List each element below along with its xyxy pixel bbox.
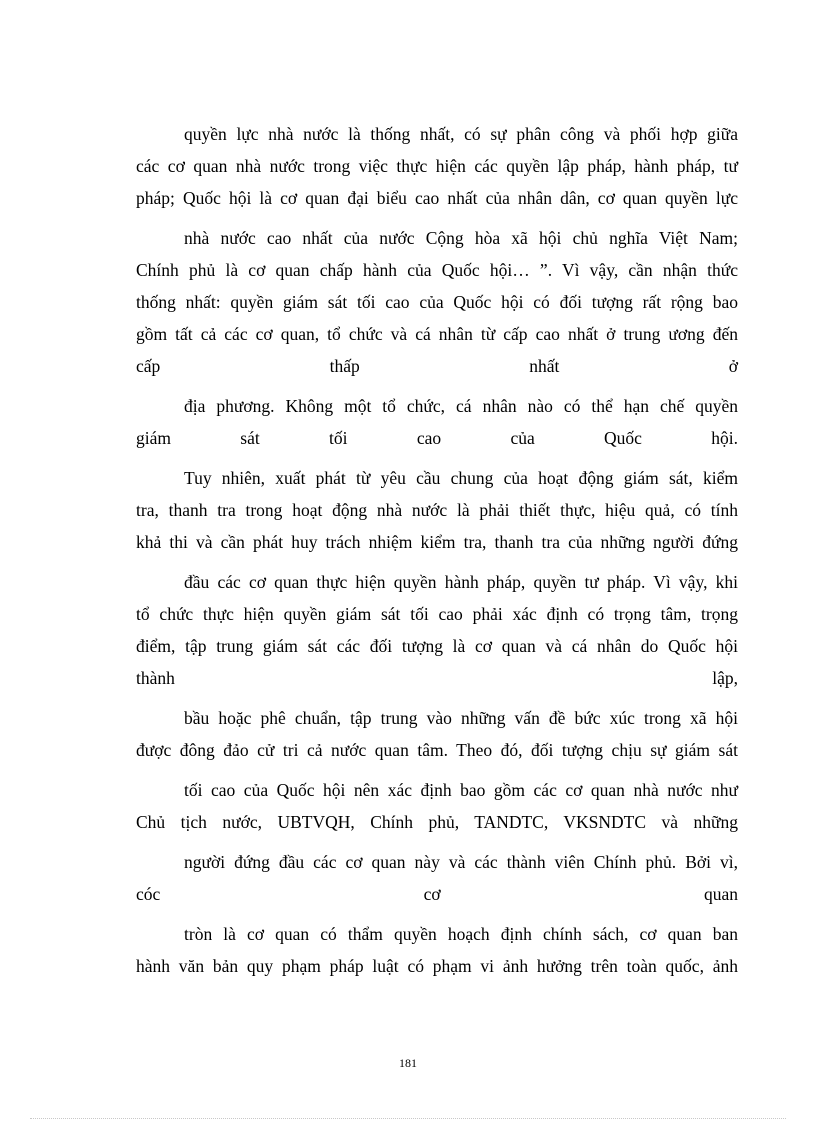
text-line: pháp; Quốc hội là cơ quan đại biểu cao nhất của nhân dân, cơ quan quyền lực bbox=[136, 188, 738, 208]
text-line: thống nhất: quyền giám sát tối cao của Quốc hội có đối tượng rất rộng bao bbox=[136, 292, 738, 312]
text-line: tròn là cơ quan có thẩm quyền hoạch định chính sách, cơ quan ban bbox=[184, 924, 738, 944]
text-line: địa phương. Không một tổ chức, cá nhân nào có thể hạn chế quyền bbox=[184, 396, 738, 416]
text-line: được đông đảo cử tri cả nước quan tâm. Theo đó, đối tượng chịu sự giám sát bbox=[136, 740, 738, 760]
text-line: điểm, tập trung giám sát các đối tượng là cơ quan và cá nhân do Quốc hội bbox=[136, 636, 738, 656]
text-line: cóc cơ quan bbox=[136, 884, 738, 904]
text-line: các cơ quan nhà nước trong việc thực hiện các quyền lập pháp, hành pháp, tư bbox=[136, 156, 738, 176]
text-line: giám sát tối cao của Quốc hội. bbox=[136, 428, 738, 448]
page-number: 181 bbox=[399, 1056, 417, 1070]
text-line: khả thi và cần phát huy trách nhiệm kiểm tra, thanh tra của những người đứng bbox=[136, 532, 738, 552]
text-line: Chính phủ là cơ quan chấp hành của Quốc hội… ”. Vì vậy, cần nhận thức bbox=[136, 260, 738, 280]
text-line: hành văn bản quy phạm pháp luật có phạm vi ảnh hưởng trên toàn quốc, ảnh bbox=[136, 956, 738, 976]
text-line: tổ chức thực hiện quyền giám sát tối cao phải xác định có trọng tâm, trọng bbox=[136, 604, 738, 624]
text-line: gồm tất cả các cơ quan, tổ chức và cá nhân từ cấp cao nhất ở trung ương đến bbox=[136, 324, 738, 344]
text-line: đầu các cơ quan thực hiện quyền hành pháp, quyền tư pháp. Vì vậy, khi bbox=[184, 572, 738, 592]
text-line: người đứng đầu các cơ quan này và các thành viên Chính phủ. Bởi vì, bbox=[184, 852, 738, 872]
text-line: thành lập, bbox=[136, 668, 738, 688]
text-line: quyền lực nhà nước là thống nhất, có sự phân công và phối hợp giữa bbox=[184, 124, 738, 144]
text-line: nhà nước cao nhất của nước Cộng hòa xã hội chủ nghĩa Việt Nam; bbox=[184, 228, 738, 248]
text-line: tra, thanh tra trong hoạt động nhà nước là phải thiết thực, hiệu quả, có tính bbox=[136, 500, 738, 520]
page-bottom-divider bbox=[30, 1118, 786, 1119]
text-line: cấp thấp nhất ở bbox=[136, 356, 738, 376]
document-body bbox=[136, 118, 738, 982]
text-line: Tuy nhiên, xuất phát từ yêu cầu chung của hoạt động giám sát, kiểm bbox=[184, 468, 738, 488]
text-line: Chủ tịch nước, UBTVQH, Chính phủ, TANDTC, VKSNDTC và những bbox=[136, 812, 738, 832]
text-line: tối cao của Quốc hội nên xác định bao gồm các cơ quan nhà nước như bbox=[184, 780, 738, 800]
text-line: bầu hoặc phê chuẩn, tập trung vào những vấn đề bức xúc trong xã hội bbox=[184, 708, 738, 728]
